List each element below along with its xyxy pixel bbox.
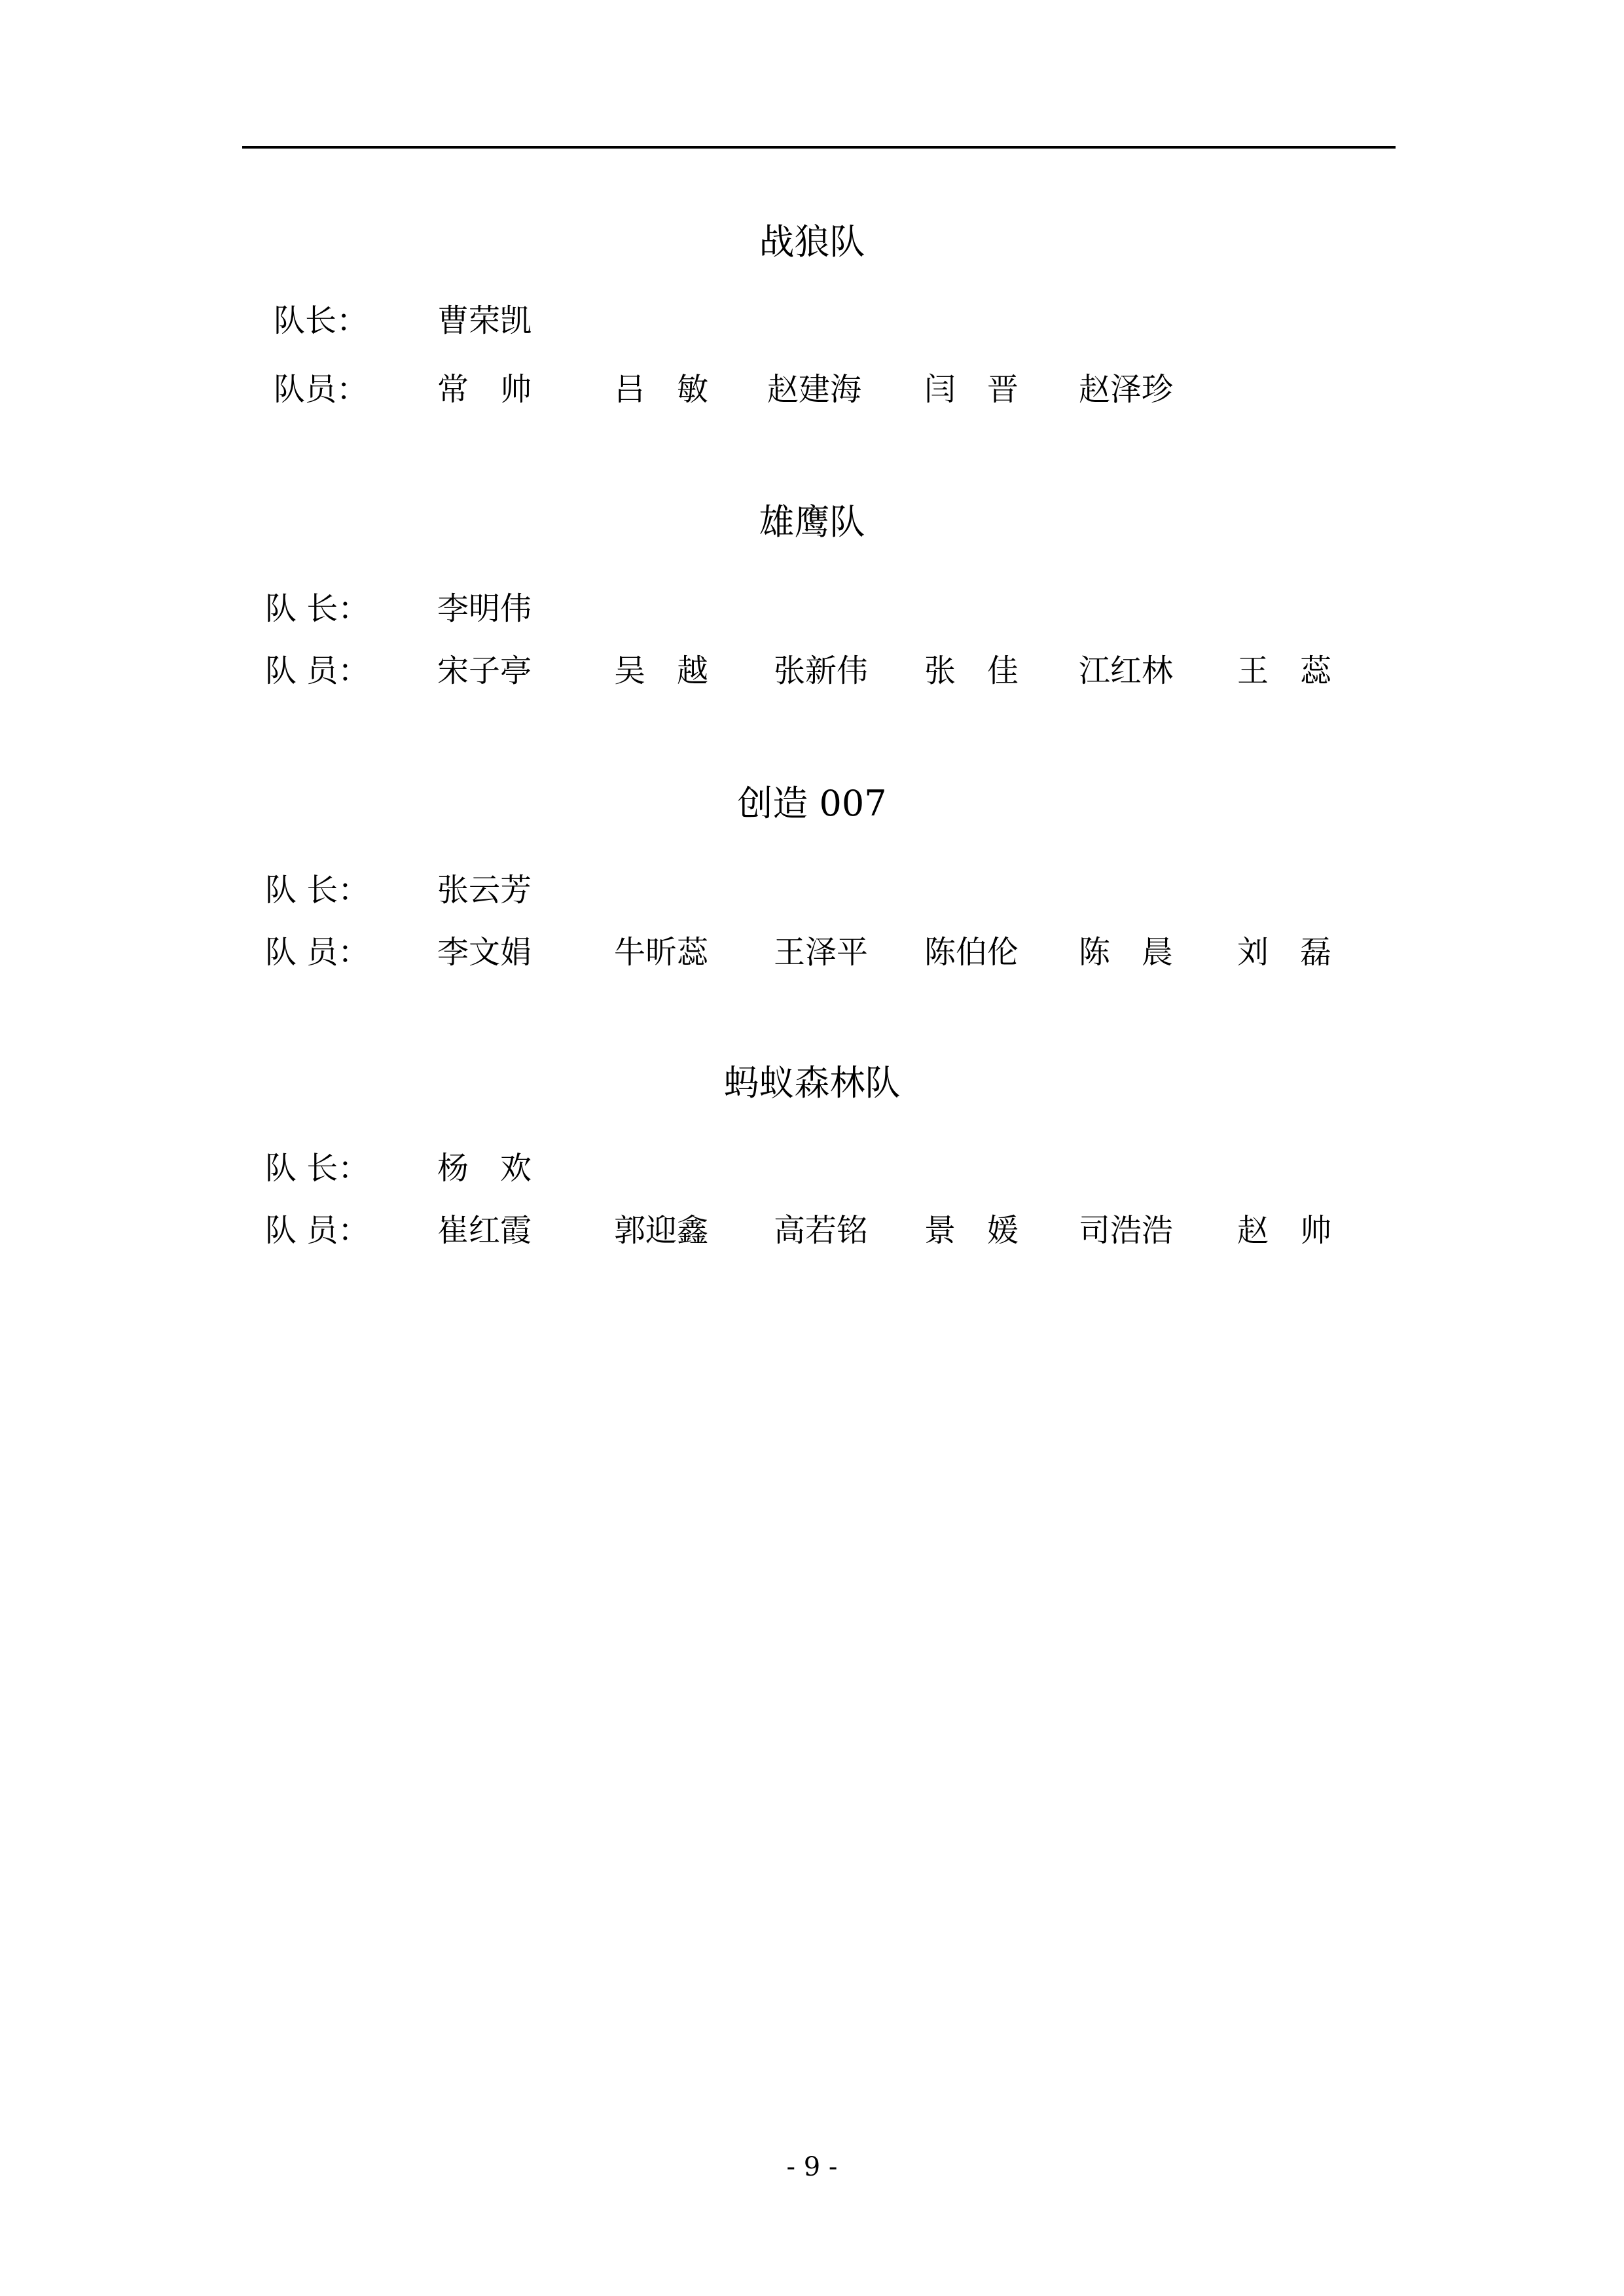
captain-label: 队 长： (265, 1150, 370, 1187)
captain-name: 杨 欢 (437, 1150, 532, 1187)
members-label: 队 员： (265, 934, 370, 971)
member-name: 张新伟 (774, 653, 869, 689)
member-name: 崔红霞 (437, 1212, 532, 1249)
member-name: 景 媛 (924, 1212, 1019, 1249)
members-row (0, 929, 1624, 975)
team-title: 雄鹰队 (759, 501, 865, 543)
team-title: 战狼队 (759, 221, 865, 262)
member-name: 闫 晋 (924, 371, 1019, 408)
member-name: 宋子亭 (437, 653, 532, 689)
member-name: 常 帅 (437, 371, 532, 408)
captain-name: 李明伟 (437, 590, 532, 627)
captain-name: 张云芳 (437, 872, 532, 908)
member-name: 王 蕊 (1237, 653, 1332, 689)
member-name: 高若铭 (774, 1212, 869, 1249)
member-name: 赵 帅 (1237, 1212, 1332, 1249)
member-name: 郭迎鑫 (614, 1212, 709, 1249)
members-label: 队员： (274, 371, 369, 408)
header-rule (242, 146, 1396, 149)
member-name: 吴 越 (614, 653, 709, 689)
members-label: 队 员： (265, 1212, 370, 1249)
captain-row (0, 586, 1624, 632)
captain-row (0, 1145, 1624, 1191)
members-row (0, 1208, 1624, 1253)
member-name: 张 佳 (924, 653, 1019, 689)
member-name: 陈 晨 (1079, 934, 1174, 971)
member-name: 牛昕蕊 (614, 934, 709, 971)
captain-name: 曹荣凯 (437, 302, 532, 339)
member-name: 王泽平 (774, 934, 869, 971)
captain-label: 队长： (274, 302, 369, 339)
captain-row (0, 298, 1624, 344)
team-title: 蚂蚁森林队 (723, 1062, 901, 1103)
members-row (0, 367, 1624, 412)
page-number: - 9 - (786, 2152, 838, 2182)
team-title: 创造 007 (737, 783, 887, 824)
member-name: 司浩浩 (1079, 1212, 1174, 1249)
member-name: 江红林 (1079, 653, 1174, 689)
member-name: 赵泽珍 (1079, 371, 1174, 408)
member-name: 赵建海 (767, 371, 862, 408)
captain-row (0, 867, 1624, 913)
member-name: 陈伯伦 (924, 934, 1019, 971)
member-name: 刘 磊 (1237, 934, 1332, 971)
member-name: 李文娟 (437, 934, 532, 971)
members-row (0, 648, 1624, 694)
members-label: 队 员： (265, 653, 370, 689)
captain-label: 队 长： (265, 590, 370, 627)
captain-label: 队 长： (265, 872, 370, 908)
member-name: 吕 敏 (614, 371, 709, 408)
